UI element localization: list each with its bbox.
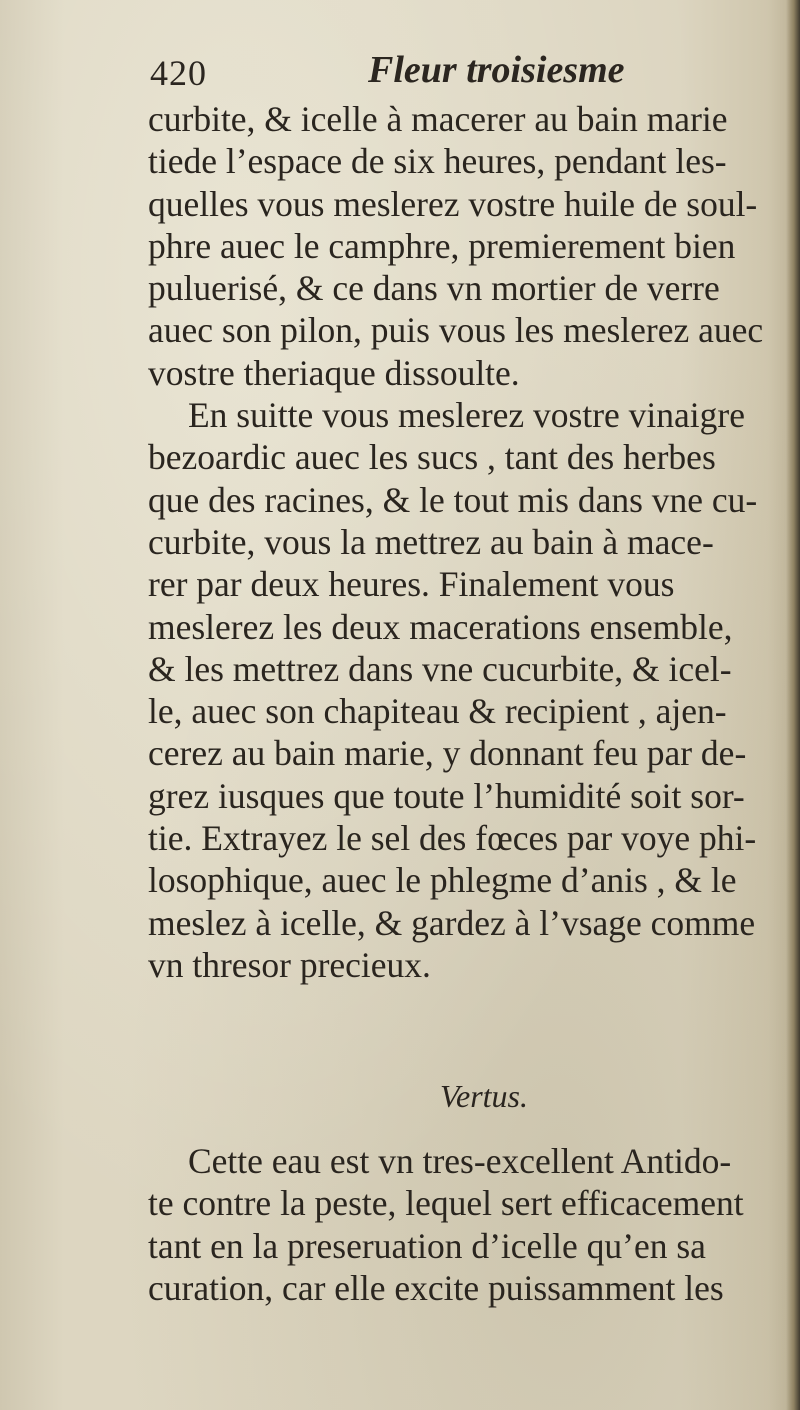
text-line: grez iusques que toute l’humidité soit sor-: [148, 775, 745, 816]
text-line: meslez à icelle, & gardez à l’vsage comme: [148, 902, 756, 943]
text-line: bezoardic auec les sucs , tant des herbes: [148, 437, 716, 478]
text-line: curbite, & icelle à macerer au bain marie: [148, 99, 728, 139]
text-line: losophique, auec le phlegme d’anis , & le: [148, 860, 737, 901]
text-line: quelles vous meslerez vostre huile de soul-: [148, 183, 758, 224]
text-line: meslerez les deux macerations ensemble,: [148, 606, 733, 647]
section-heading: Vertus.: [440, 1078, 528, 1114]
text-line: cerez au bain marie, y donnant feu par de-: [148, 733, 747, 774]
text-line: tant en la preseruation d’icelle qu’en sa: [148, 1225, 706, 1266]
text-line: rer par deux heures. Finalement vous: [148, 564, 675, 605]
text-line: tiede l’espace de six heures, pendant les-: [148, 141, 727, 182]
text-line: curbite, vous la mettrez au bain à mace-: [148, 521, 714, 562]
text-line: Cette eau est vn tres-excellent Antido-: [188, 1141, 732, 1181]
section-text: [148, 1140, 778, 1309]
text-line: puluerisé, & ce dans vn mortier de verre: [148, 268, 720, 309]
page-header: [150, 46, 710, 96]
text-line: En suitte vous meslerez vostre vinaigre: [188, 395, 745, 436]
text-line: vostre theriaque dissoulte.: [148, 352, 520, 393]
text-line: auec son pilon, puis vous les meslerez auec: [148, 310, 764, 351]
text-line: phre auec le camphre, premierement bien: [148, 225, 736, 266]
running-title: Fleur troisiesme: [368, 49, 625, 91]
main-text: [148, 98, 778, 986]
page-number: 420: [150, 53, 207, 93]
text-line: que des racines, & le tout mis dans vne cu-: [148, 479, 758, 520]
page-gutter-shadow: [786, 0, 800, 1410]
text-line: le, auec son chapiteau & recipient , ajen-: [148, 691, 727, 732]
text-line: te contre la peste, lequel sert efficacement: [148, 1183, 744, 1224]
text-line: tie. Extrayez le sel des fœces par voye phi-: [148, 818, 757, 859]
text-line: & les mettrez dans vne cucurbite, & icel-: [148, 648, 732, 689]
text-line: vn thresor precieux.: [148, 944, 431, 985]
text-line: curation, car elle excite puissamment les: [148, 1267, 724, 1308]
